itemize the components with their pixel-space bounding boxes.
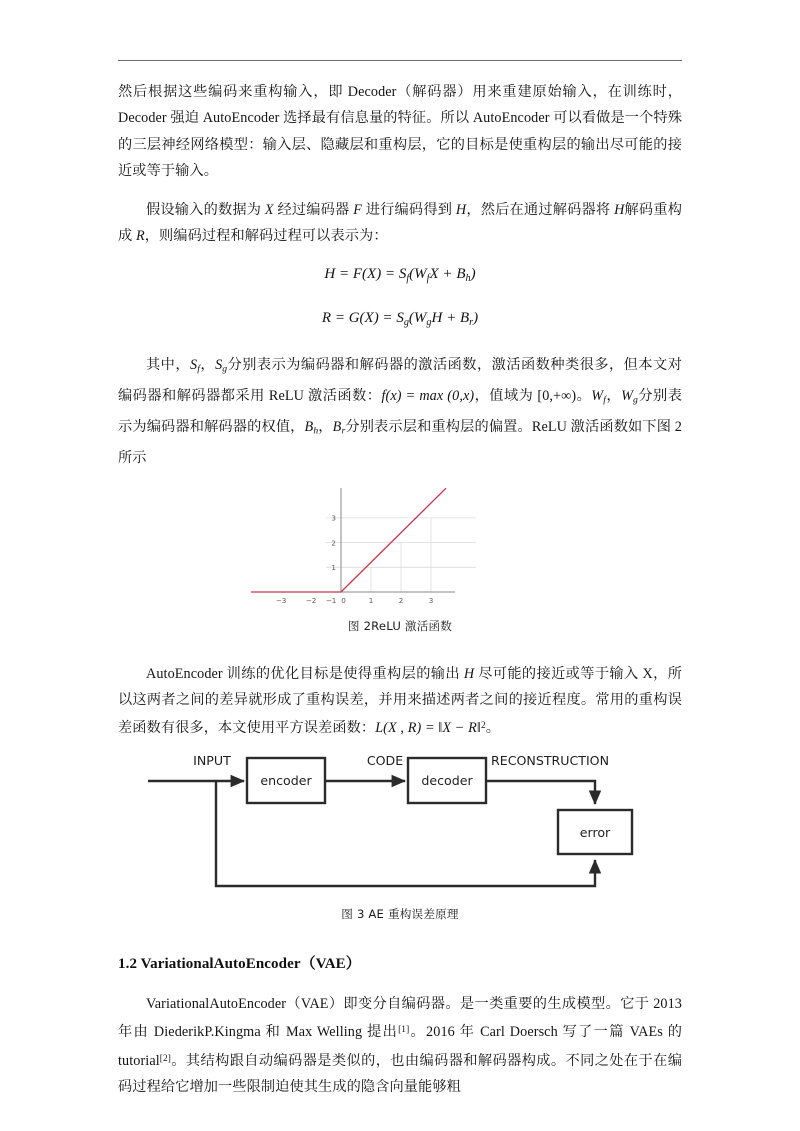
chart-x-tick-labels [276, 596, 434, 605]
citation-ref-1: [1] [398, 1025, 410, 1036]
formula-encode-block [118, 259, 682, 294]
math-var-Wf: W [591, 388, 604, 405]
formula-decode-block [118, 303, 682, 338]
text-run: ，值域为 [0,+∞)。 [474, 388, 592, 405]
svg-text:2: 2 [331, 538, 336, 548]
math-var-Br: B [332, 419, 342, 436]
text-run: 。其结构跟自动编码器是类似的，也由编码器和解码器构成。不同之处在于在编码过程给它增加一些限制迫使其生成的隐含向量能够粗 [118, 1052, 682, 1096]
math-var-H: H [463, 665, 475, 682]
math-sub-h: h [313, 426, 319, 438]
formula-weight-sub: g [426, 316, 432, 328]
math-sub-g: g [633, 395, 638, 407]
math-relu-definition: f(x) = max (0,x) [381, 388, 475, 405]
formula-act: S [398, 265, 407, 282]
math-loss-function: L(X , R) = ‖X − R‖ [375, 720, 481, 737]
math-var-X: X [264, 202, 274, 219]
text-run: VariationalAutoEncoder（VAE）即变分自编码器。是一类重要的生成模型。它于 2013 年由 DiederikP.Kingma 和 Max Welling 提出 [118, 995, 682, 1041]
formula-var: X + [429, 265, 457, 282]
math-loss-exponent: 2 [480, 721, 486, 732]
paragraph-autoencoder-intro: 然后根据这些编码来重构输入，即 Decoder（解码器）用来重建原始输入，在训练时，Decoder 强迫 AutoEncoder 选择最有信息量的特征。所以 AutoEncoder 可以看做是一个特殊的三层神经网络模型：输入层、隐藏层和重构层，它的目标是使重构层的输出尽可能的接近或等于输入。 [118, 84, 682, 179]
svg-text:1: 1 [331, 562, 336, 572]
formula-lhs: R [321, 309, 332, 326]
formula-weight-sub: f [426, 272, 430, 284]
text-run: 分别表示为编码器和解码器的权值， [118, 388, 682, 436]
svg-text:3: 3 [428, 595, 434, 605]
svg-text:1: 1 [368, 595, 374, 605]
svg-text:−2: −2 [305, 595, 317, 605]
formula-weight: W [414, 265, 427, 282]
text-run: 其中， [146, 357, 191, 374]
formula-act: S [396, 309, 404, 326]
formula-eq: = [331, 309, 349, 326]
text-run: 尽可能的接近或等于输入 X，所以这两者之间的差异就形成了重构误差，并用来描述两者之间的接近程度。常用的重构误差函数有很多，本文使用平方误差函数： [118, 665, 682, 737]
text-run: 解码重构成 [118, 202, 683, 245]
math-sub-r: r [341, 426, 346, 438]
figure-relu-plot [118, 482, 682, 610]
formula-encode [324, 266, 475, 282]
citation-ref-2: [2] [159, 1053, 171, 1064]
svg-text:2: 2 [398, 595, 404, 605]
text-run: ， [606, 388, 622, 405]
formula-paren-open: ( [409, 265, 415, 282]
text-run: ，然后在通过解码器将 [466, 202, 615, 219]
diagram-label-input: INPUT [193, 752, 231, 768]
diagram-box-error-label: error [579, 824, 611, 840]
formula-bias-sub: h [465, 272, 471, 284]
text-run: 经过编码器 [273, 202, 354, 219]
math-var-F: F [353, 202, 362, 219]
math-var-Sg: S [215, 357, 223, 374]
formula-bias: B [456, 265, 466, 282]
text-run: 假设输入的数据为 [146, 202, 265, 219]
math-var-H: H [455, 202, 467, 219]
ae-diagram-svg [140, 748, 660, 898]
svg-text:3: 3 [331, 513, 336, 523]
math-var-R: R [135, 228, 145, 245]
formula-fn: G [348, 309, 360, 326]
spacer [118, 922, 682, 952]
chart-y-tick-labels [331, 513, 336, 571]
formula-paren-open: ( [408, 309, 414, 326]
spacer [118, 634, 682, 661]
formula-act-sub: g [403, 316, 409, 328]
text-run: 进行编码得到 [361, 202, 456, 219]
math-sub-f: f [197, 364, 200, 376]
math-var-H2: H [614, 202, 625, 219]
formula-act-sub: f [406, 272, 410, 284]
paragraph-reconstruction-error [118, 661, 682, 742]
spacer [118, 973, 682, 991]
formula-lhs: H [324, 265, 336, 282]
section-heading-vae: 1.2 VariationalAutoEncoder（VAE） [118, 955, 361, 972]
spacer [118, 339, 682, 352]
diagram-path-reconstruction-to-error [486, 781, 595, 804]
formula-arg: (X) = [362, 265, 399, 282]
paragraph-vae-intro [118, 991, 682, 1101]
formula-weight: W [413, 309, 427, 326]
diagram-box-decoder-label: decoder [421, 772, 473, 788]
figure-ae-error-diagram [118, 748, 682, 898]
chart-series-relu [251, 488, 446, 592]
diagram-label-code: CODE [366, 752, 404, 768]
svg-text:0: 0 [341, 595, 346, 605]
formula-var: H + [431, 309, 460, 326]
text-run: 。 [485, 720, 501, 737]
text-run: ， [200, 357, 216, 374]
relu-chart-svg [250, 482, 550, 610]
diagram-label-reconstruction: RECONSTRUCTION [490, 752, 610, 768]
math-var-Sf: S [190, 357, 198, 374]
formula-decode [322, 310, 478, 326]
text-run: 分别表示为编码器和解码器的激活函数，激活函数种类很多，但本文对编码器和解码器都采用 ReLU 激活函数： [118, 357, 682, 405]
svg-text:−1: −1 [325, 595, 337, 605]
formula-paren-close: ) [470, 265, 476, 282]
svg-text:−3: −3 [275, 595, 287, 605]
text-run: ， [318, 419, 333, 436]
formula-fn: F [352, 265, 363, 282]
text-run: 分别表示层和重构层的偏置。ReLU 激活函数如下图 2 所示 [118, 419, 682, 467]
figure-3-caption: 图 3 AE 重构误差原理 [341, 906, 459, 921]
math-var-Wg: W [621, 388, 634, 405]
math-sub-f: f [603, 395, 606, 407]
figure-2-caption: 图 2ReLU 激活函数 [347, 618, 453, 633]
math-sub-g: g [222, 364, 228, 376]
paragraph-encoding-setup [118, 197, 682, 250]
paragraph-activation-functions [118, 352, 682, 471]
page-content [118, 60, 682, 1100]
text-run: ，则编码过程和解码过程可以表示为： [144, 228, 388, 245]
text-run: 。2016 年 Carl Doersch 写了一篇 VAEs 的 tutorial [118, 1024, 683, 1069]
formula-bias-sub: r [469, 316, 474, 328]
header-rule [118, 60, 682, 61]
formula-eq: = [335, 265, 353, 282]
formula-paren-close: ) [473, 309, 479, 326]
chart-gridlines-vertical [371, 518, 431, 592]
math-var-Bh: B [304, 419, 314, 436]
diagram-box-encoder-label: encoder [260, 772, 312, 788]
formula-bias: B [459, 309, 470, 326]
text-run: AutoEncoder 训练的优化目标是使得重构层的输出 [146, 665, 464, 682]
formula-arg: (X) = [359, 309, 397, 326]
spacer [118, 184, 682, 197]
